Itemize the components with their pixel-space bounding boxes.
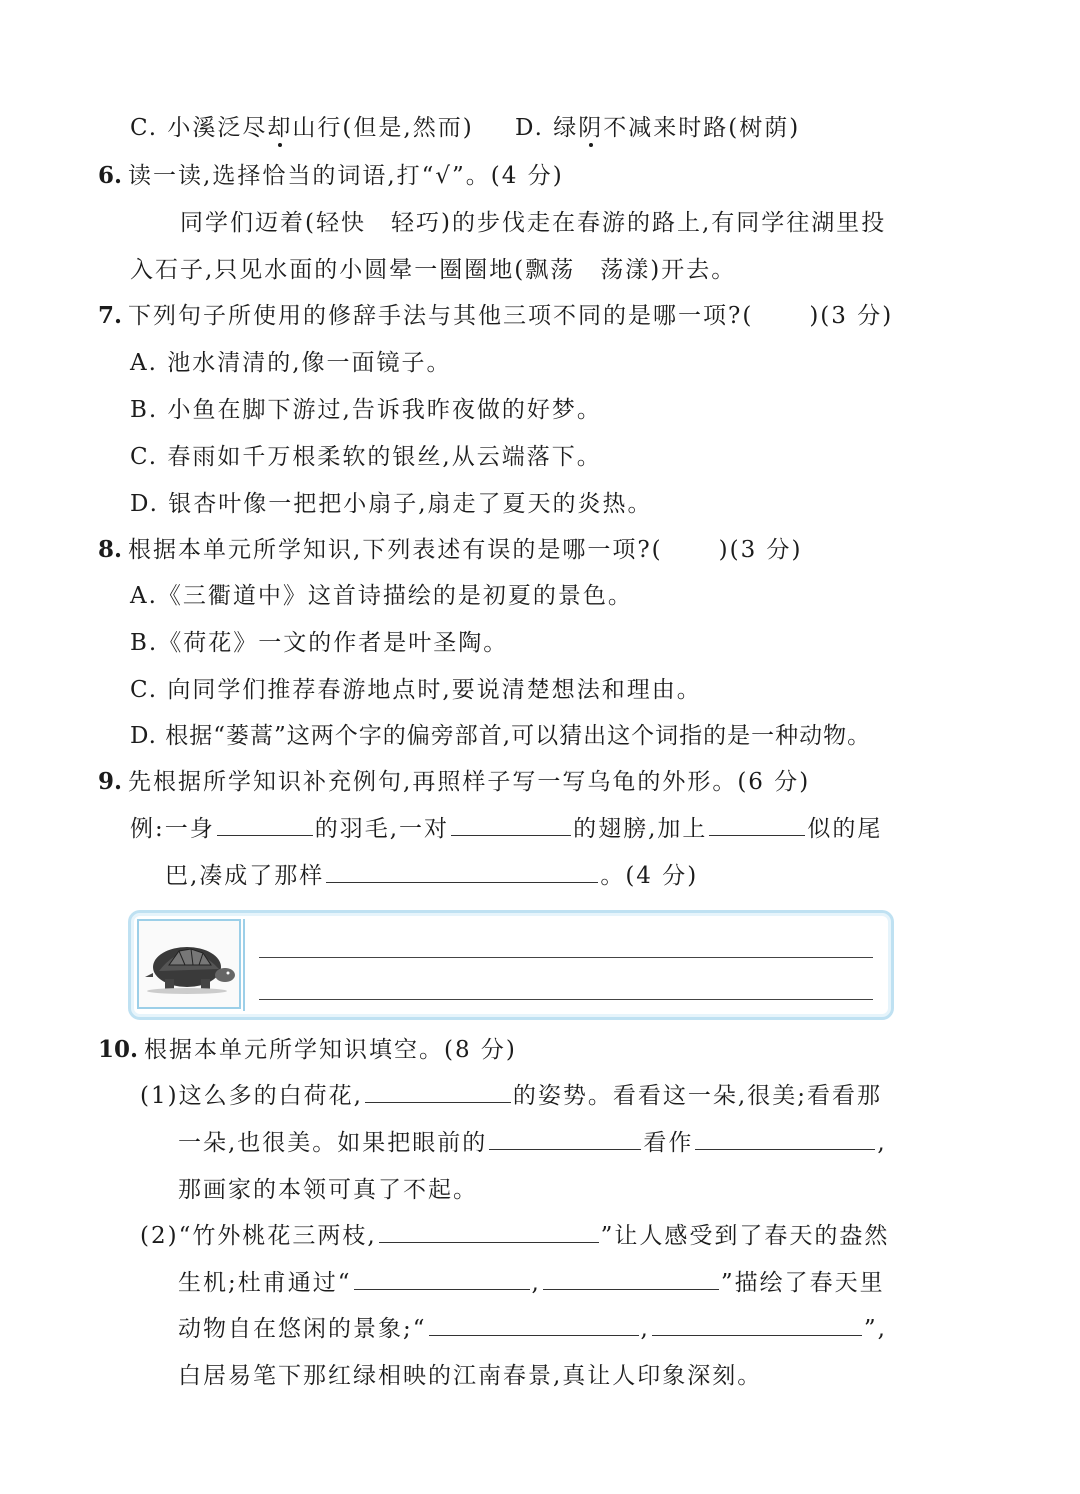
q7-stem: 7. 下列句子所使用的修辞手法与其他三项不同的是哪一项?( )(3 分) — [98, 302, 894, 329]
writing-area[interactable] — [243, 919, 885, 1011]
fill-blank[interactable] — [709, 813, 805, 836]
q9-example-line2: 巴,凑成了那样 。(4 分) — [165, 860, 698, 892]
fill-blank[interactable] — [365, 1080, 511, 1103]
q9-stem: 9. 先根据所学知识补充例句,再照样子写一写乌龟的外形。(6 分) — [98, 768, 811, 795]
turtle-writing-box — [128, 910, 894, 1020]
q5-option-d: D. 绿阴不减来时路(树荫) — [515, 115, 801, 141]
q8-option-d: D. 根据“蒌蒿”这两个字的偏旁部首,可以猜出这个词指的是一种动物。 — [130, 723, 872, 749]
q10-stem: 10. 根据本单元所学知识填空。(8 分) — [98, 1036, 517, 1063]
fill-blank[interactable] — [695, 1127, 875, 1150]
q7-option-c: C. 春雨如千万根柔软的银丝,从云端落下。 — [130, 444, 602, 470]
q7-option-a: A. 池水清清的,像一面镜子。 — [130, 350, 452, 376]
fill-blank[interactable] — [543, 1267, 719, 1290]
q8-option-a: A.《三衢道中》这首诗描绘的是初夏的景色。 — [130, 583, 633, 609]
q10-part1-line3: 那画家的本领可真了不起。 — [178, 1177, 478, 1203]
question-number: 10. — [98, 1036, 139, 1063]
fill-blank[interactable] — [489, 1127, 641, 1150]
q9-example-line1: 例:一身 的羽毛,一对 的翅膀,加上 似的尾 — [130, 813, 882, 845]
question-number: 9. — [98, 768, 123, 795]
fill-blank[interactable] — [326, 860, 598, 883]
q8-option-c: C. 向同学们推荐春游地点时,要说清楚想法和理由。 — [130, 677, 702, 703]
q6-passage-line2: 入石子,只见水面的小圆晕一圈圈地(飘荡 荡漾)开去。 — [130, 257, 737, 283]
fill-blank[interactable] — [429, 1313, 639, 1336]
fill-blank[interactable] — [354, 1267, 530, 1290]
turtle-icon — [139, 921, 239, 1007]
q8-option-b: B.《荷花》一文的作者是叶圣陶。 — [130, 630, 509, 656]
q10-part2-line2: 生机;杜甫通过“ , ”描绘了春天里 — [178, 1267, 885, 1299]
emphasis-char: 却 — [267, 115, 293, 141]
q5-option-c: C. 小溪泛尽却山行(但是,然而) — [130, 115, 474, 141]
emphasis-char: 阴 — [578, 115, 604, 141]
writing-line[interactable] — [259, 957, 873, 958]
fill-blank[interactable] — [451, 813, 571, 836]
q8-stem: 8. 根据本单元所学知识,下列表述有误的是哪一项?( )(3 分) — [98, 536, 803, 563]
fill-blank[interactable] — [217, 813, 313, 836]
q7-option-b: B. 小鱼在脚下游过,告诉我昨夜做的好梦。 — [130, 397, 602, 423]
question-number: 8. — [98, 536, 123, 563]
q10-part2-line1: (2)“竹外桃花三两枝, ”让人感受到了春天的盎然 — [140, 1220, 889, 1252]
q10-part1-line2: 一朵,也很美。如果把眼前的 看作 , — [178, 1127, 887, 1159]
turtle-picture — [137, 919, 241, 1009]
question-number: 7. — [98, 302, 123, 329]
q10-part1-line1: (1)这么多的白荷花, 的姿势。看看这一朵,很美;看看那 — [140, 1080, 882, 1112]
fill-blank[interactable] — [652, 1313, 862, 1336]
question-number: 6. — [98, 162, 123, 189]
q6-passage-line1: 同学们迈着(轻快 轻巧)的步伐走在春游的路上,有同学往湖里投 — [180, 210, 887, 236]
fill-blank[interactable] — [379, 1220, 599, 1243]
writing-line[interactable] — [259, 999, 873, 1000]
q10-part2-line4: 白居易笔下那红绿相映的江南春景,真让人印象深刻。 — [178, 1363, 763, 1389]
q6-stem: 6. 读一读,选择恰当的词语,打“√”。(4 分) — [98, 162, 564, 189]
q7-option-d: D. 银杏叶像一把把小扇子,扇走了夏天的炎热。 — [130, 491, 653, 517]
q10-part2-line3: 动物自在悠闲的景象;“ , ”, — [178, 1313, 887, 1345]
